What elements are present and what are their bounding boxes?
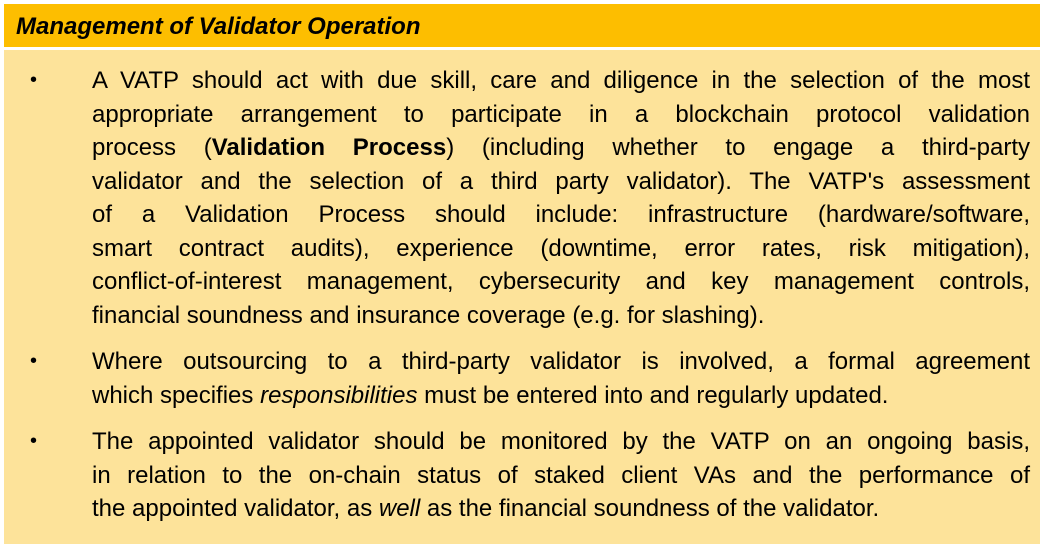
text-run: smart contract audits), experience (downtime, error rates, risk mitigation),	[92, 234, 1030, 262]
text-run: A VATP should act with due skill, care and diligence in the selection of the most	[92, 67, 1030, 94]
text-line	[92, 345, 1030, 379]
text-run: appropriate arrangement to participate in a blockchain protocol validation	[92, 100, 1030, 128]
text-line	[92, 165, 1030, 199]
text-run: The appointed validator should be monitored by the VATP on an ongoing basis,	[92, 428, 1030, 455]
text-run: process (	[92, 134, 212, 161]
bullet-text	[92, 425, 1030, 526]
bullet-text	[92, 64, 1030, 332]
text-line	[92, 492, 1030, 526]
text-line	[92, 379, 1030, 413]
emphasis-text: well	[378, 495, 421, 522]
text-line	[92, 425, 1030, 459]
text-run: which specifies	[92, 381, 261, 409]
section-title: Management of Validator Operation	[16, 13, 421, 40]
text-run: validator and the selection of a third party validator). The VATP's assessment	[92, 167, 1030, 195]
text-run: in relation to the on-chain status of staked client VAs and the performance of	[92, 461, 1030, 489]
text-run: ) (including whether to engage a third-party	[446, 134, 1031, 161]
text-line	[92, 232, 1030, 266]
text-line	[92, 265, 1030, 299]
bullet-marker: •	[30, 350, 38, 372]
bullet-marker: •	[30, 430, 38, 452]
defined-term: Validation Process	[211, 134, 447, 161]
text-line	[92, 64, 1030, 98]
text-run: of a Validation Process should include: infrastructure (hardware/software,	[92, 201, 1030, 228]
text-line	[92, 299, 1030, 333]
text-line	[92, 131, 1030, 165]
text-line	[92, 459, 1030, 493]
bullet-text	[92, 345, 1030, 412]
text-run: financial soundness and insurance coverage (e.g. for slashing).	[92, 301, 765, 329]
text-run: Where outsourcing to a third-party validator is involved, a formal agreement	[92, 348, 1030, 375]
text-run: as the financial soundness of the validator.	[420, 495, 880, 522]
text-line	[92, 198, 1030, 232]
text-run: conflict-of-interest management, cybersecurity and key management controls,	[92, 268, 1030, 295]
section-header	[4, 4, 1040, 50]
emphasis-text: responsibilities	[260, 381, 418, 409]
text-run: the appointed validator, as	[92, 495, 379, 522]
text-line	[92, 98, 1030, 132]
bullet-marker: •	[30, 69, 38, 91]
validator-operation-panel	[4, 4, 1040, 544]
text-run: must be entered into and regularly updated.	[417, 381, 889, 409]
